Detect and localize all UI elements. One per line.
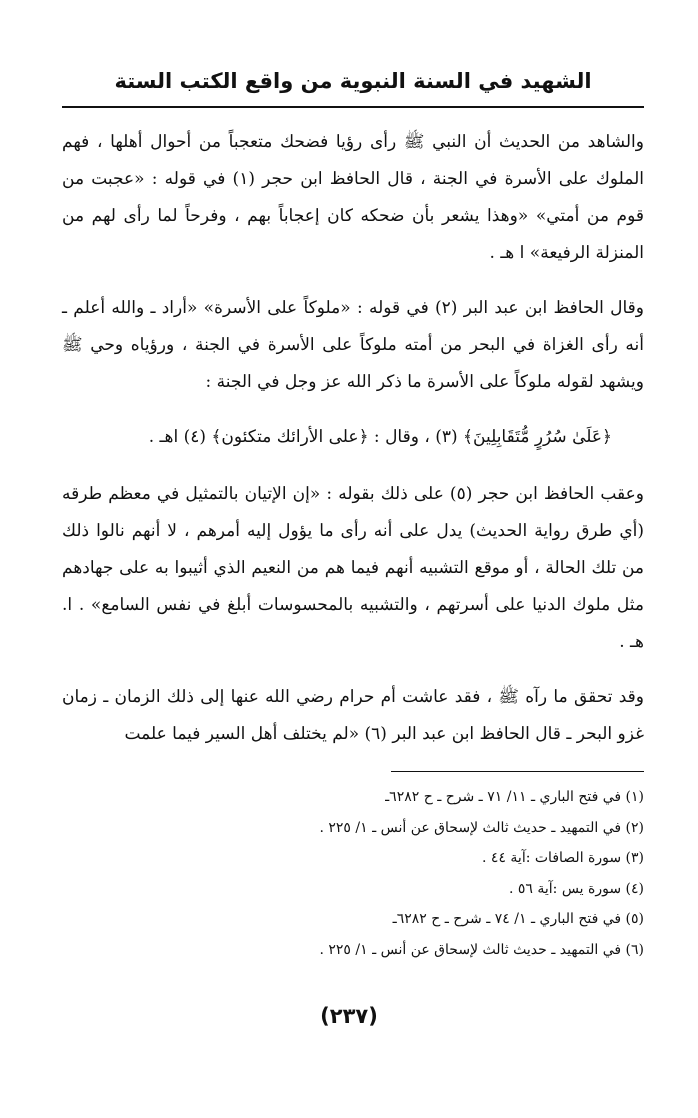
footnote: (٦) في التمهيد ـ حديث ثالث لإسحاق عن أنس ـ ١/ ٢٢٥ . xyxy=(319,941,644,958)
footnote-rule xyxy=(391,771,644,772)
paragraph: والشاهد من الحديث أن النبي ﷺ رأى رؤيا فضحك متعجباً من أحوال أهلها ، فهم الملوك على الأسرة في الجنة ، قال الحافظ ابن حجر (١) في قوله : «عجبت من قوم من أمتي» «وهذا يشعر بأن ضحكه كان إعجاباً بهم ، وفرحاً لما رأى لهم من المنزلة الرفيعة» ا هـ . xyxy=(62,132,645,263)
running-header: الشهيد في السنة النبوية من واقع الكتب الستة xyxy=(114,69,592,93)
page-content xyxy=(62,64,644,965)
paragraph: وقال الحافظ ابن عبد البر (٢) في قوله : «ملوكاً على الأسرة» «أراد ـ والله أعلم ـ أنه رأى الغزاة في البحر من أمته ملوكاً على الأسرة في الجنة ، ورؤياه وحي ﷺ ويشهد لقوله ملوكاً على الأسرة ما ذكر الله عز وجل في الجنة : xyxy=(62,298,644,392)
footnote: (٤) سورة يس :آية ٥٦ . xyxy=(508,880,644,897)
paragraph: وعقب الحافظ ابن حجر (٥) على ذلك بقوله : «إن الإتيان بالتمثيل في معظم طرقه (أي طرق رواية الحديث) يدل على أنه رأى ما يؤول إليه أمرهم ، لا أنهم نالوا ذلك من تلك الحالة ، أو موقع التشبيه أنهم فيما هم من النعيم الذي أثيبوا به على جهادهم مثل ملوك الدنيا على أسرتهم ، والتشبيه بالمحسوسات أبلغ في نفس السامع» . ا. هـ . xyxy=(62,484,644,652)
footnote: (١) في فتح الباري ـ ١١/ ٧١ ـ شرح ـ ح ٦٢٨٢ـ xyxy=(385,789,644,805)
body-text xyxy=(62,124,644,753)
footnote: (٥) في فتح الباري ـ ١/ ٧٤ ـ شرح ـ ح ٦٢٨٢ـ xyxy=(392,911,644,927)
header-rule xyxy=(62,106,644,108)
quran-verses: ﴿عَلَىٰ سُرُرٍ مُّتَقَابِلِينَ﴾ (٣) ، وقال : ﴿على الأرائك متكئون﴾ (٤) اهـ . xyxy=(148,427,612,447)
paragraph: وقد تحقق ما رآه ﷺ ، فقد عاشت أم حرام رضي الله عنها إلى ذلك الزمان ـ زمان غزو البحر ـ قال الحافظ ابن عبد البر (٦) «لم يختلف أهل السير فيما علمت xyxy=(62,687,644,744)
footnote: (٣) سورة الصافات :آية ٤٤ . xyxy=(482,850,644,866)
page-number: (٢٣٧) xyxy=(320,1004,378,1028)
footnote: (٢) في التمهيد ـ حديث ثالث لإسحاق عن أنس ـ ١/ ٢٢٥ . xyxy=(319,819,644,836)
footnotes-list xyxy=(62,782,644,965)
